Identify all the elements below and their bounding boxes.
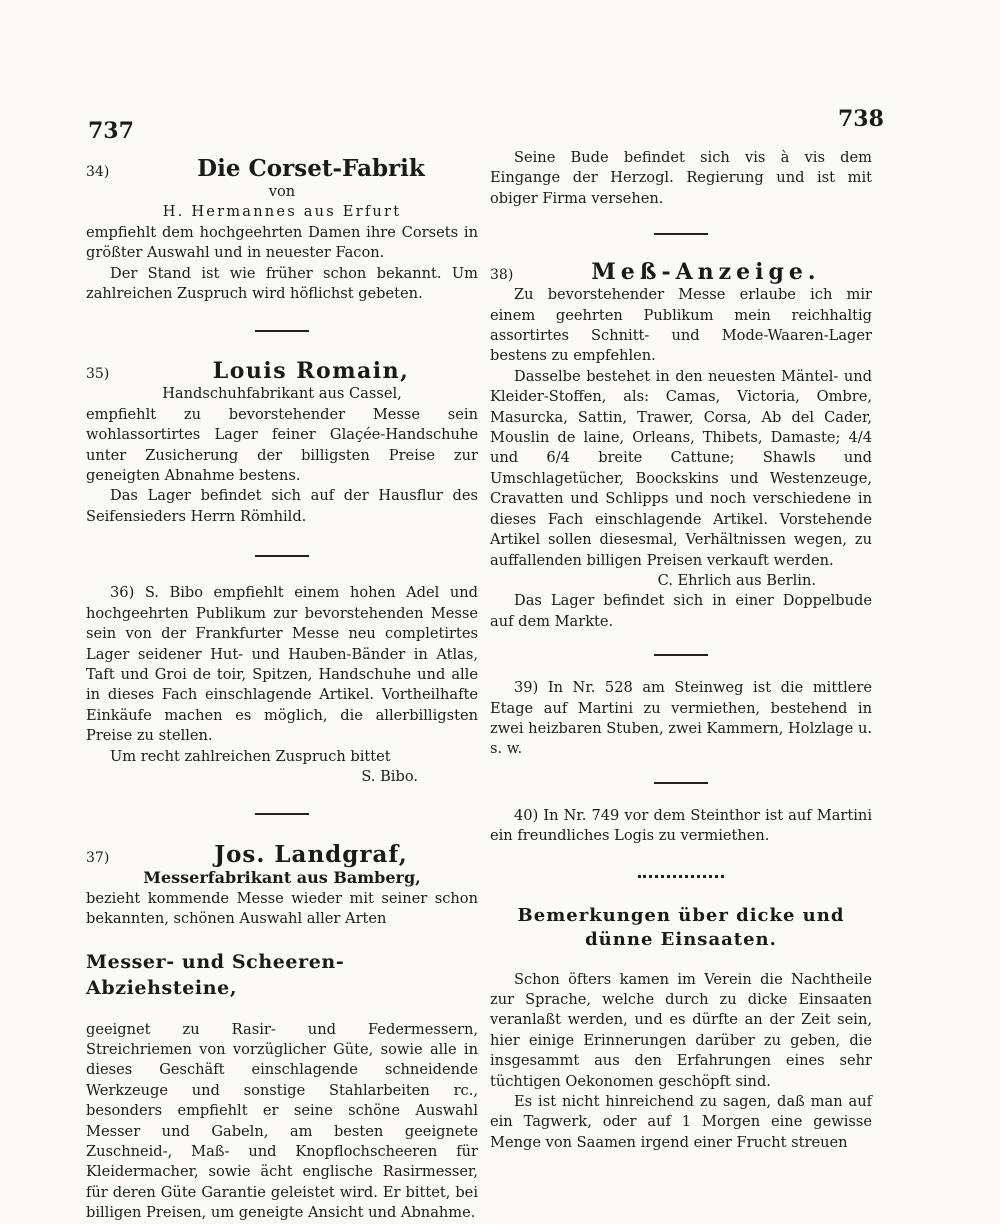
- ad-37-continuation: Seine Bude befindet sich vis à vis dem Eingange der Herzogl. Regierung und ist mit obiger Firma versehen.: [490, 149, 872, 207]
- ad-text-2: Dasselbe bestehet in den neuesten Mäntel- und Kleider-Stoffen, als: Camas, Victoria, Ombre, Masurcka, Sattin, Trawer, Corsa, Ab del Cader, Mouslin de laine, Orleans, Thibets, Damaste; 4/4 und 6/4 breite Cattune; Shawls und Umschlagetücher, Boockskins und Westenzeuge, Cravatten und Schlipps und noch verschiedene in dieses Fach einschlagende Artikel. Vorstehende Artikel sollen diesesmal, Verhältnissen wegen, zu auffallenden billigen Preisen verkauft werden.: [490, 367, 872, 569]
- ad-40: 40) In Nr. 749 vor dem Steinthor ist auf Martini ein freundliches Logis zu vermiethen.: [490, 806, 872, 845]
- ad-title: Meß-Anzeige.: [591, 259, 821, 286]
- ad-signature: S. Bibo.: [361, 767, 418, 785]
- article-text: Schon öfters kamen im Verein die Nachtheile zur Sprache, welche durch zu dicke Einsaaten veranlaßt werden, und es dürfte an der Zeit sein, hier einige Erinnerungen darüber zu geben, die insgesammt aus den Erfahrungen eines sehr tüchtigen Oekonomen geschöpft sind.: [490, 970, 872, 1090]
- ad-38-header: [490, 259, 872, 285]
- ad-39: 39) In Nr. 528 am Steinweg ist die mittlere Etage auf Martini zu vermiethen, bestehend in zwei heizbaren Stuben, zwei Kammern, Holzlage u. s. w.: [490, 679, 872, 758]
- ad-number: 37): [86, 850, 110, 867]
- article: [490, 904, 872, 1154]
- ad-34-header: [86, 155, 478, 182]
- ad-number: 38): [490, 267, 514, 284]
- article-title: Bemerkungen über dicke und dünne Einsaaten.: [517, 904, 845, 950]
- article-text-2: Es ist nicht hinreichend zu sagen, daß man auf ein Tagwerk, oder auf 1 Morgen eine gewisse Menge von Saamen irgend einer Frucht streuen: [490, 1093, 872, 1151]
- ad-title: Jos. Landgraf,: [214, 841, 408, 869]
- page-number-left: 737: [88, 118, 134, 144]
- ad-35-header: [86, 358, 478, 384]
- ad-text-2: Um recht zahlreichen Zuspruch bittet: [110, 747, 391, 765]
- ad-text: bezieht kommende Messe wieder mit seiner schon bekannten, schönen Auswahl aller Arten: [86, 889, 478, 928]
- ad-von: von: [268, 183, 296, 200]
- ad-text: empfiehlt dem hochgeehrten Damen ihre Corsets in größter Auswahl und in neuester Facon.: [86, 223, 478, 262]
- ad-subtitle: Messerfabrikant aus Bamberg,: [143, 868, 421, 888]
- separator: [654, 233, 708, 235]
- ad-name: H. Hermannes aus Erfurt: [162, 203, 402, 221]
- ad-36: [86, 583, 478, 787]
- ad-34: [86, 155, 478, 304]
- ad-37: [86, 841, 478, 1223]
- separator: [255, 555, 309, 557]
- separator: [654, 654, 708, 656]
- ad-text-2: Der Stand ist wie früher schon bekannt. Um zahlreichen Zuspruch wird höflichst gebeten.: [86, 264, 478, 303]
- section-separator: [638, 875, 724, 878]
- right-column: [490, 148, 872, 1153]
- ad-text: empfiehlt zu bevorstehender Messe sein wohlassortirtes Lager feiner Glaçée-Handschuhe unter Zusicherung der billigsten Preise zur geneigten Abnahme bestens.: [86, 405, 478, 485]
- page-number-right: 738: [838, 106, 884, 132]
- ad-37-header: [86, 841, 478, 868]
- ad-38: [490, 259, 872, 632]
- ad-number: 34): [86, 164, 110, 180]
- separator: [255, 330, 309, 332]
- ad-text: Zu bevorstehender Messe erlaube ich mir einem geehrten Publikum mein reichhaltig assortirtes Schnitt- und Mode-Waaren-Lager bestens zu empfehlen.: [490, 286, 872, 365]
- ad-number: 35): [86, 366, 110, 383]
- ad-35: [86, 358, 478, 527]
- separator: [654, 782, 708, 784]
- ad-highlight: Messer- und Scheeren-Abziehsteine,: [86, 950, 345, 999]
- ad-signature: C. Ehrlich aus Berlin.: [657, 571, 816, 589]
- separator: [255, 813, 309, 815]
- ad-text: 36) S. Bibo empfiehlt einem hohen Adel und hochgeehrten Publikum zur bevorstehenden Messe sein von der Frankfurter Messe neu completirtes Lager seidener Hut- und Hauben-Bänder in Atlas, Taft und Groi de toir, Spitzen, Handschuhe und alle in dieses Fach einschlagende Artikel. Vortheilhafte Einkäufe machen es möglich, die allerbilligsten Preise zu stellen.: [86, 584, 478, 745]
- left-column: [86, 155, 478, 1224]
- ad-text-3: Das Lager befindet sich in einer Doppelbude auf dem Markte.: [490, 592, 872, 630]
- ad-text-2: geeignet zu Rasir- und Federmessern, Streichriemen von vorzüglicher Güte, sowie alle in dieses Geschäft einschlagende schneidende Werkzeuge und sonstige Stahlarbeiten rc., besonders empfiehlt er seine schöne Auswahl Messer und Gabeln, am besten geeignete Zuschneid-, Maß- und Knopflochscheeren für Kleidermacher, sowie ächt englische Rasirmesser, für deren Güte Garantie geleistet wird. Er bittet, bei billigen Preisen, um geneigte Ansicht und Abnahme.: [86, 1020, 478, 1222]
- ad-title: Die Corset-Fabrik: [197, 155, 425, 182]
- ad-subtitle: Handschuhfabrikant aus Cassel,: [162, 385, 402, 403]
- ad-text-2: Das Lager befindet sich auf der Hausflur des Seifensieders Herrn Römhild.: [86, 487, 478, 525]
- ad-title: Louis Romain,: [212, 358, 410, 385]
